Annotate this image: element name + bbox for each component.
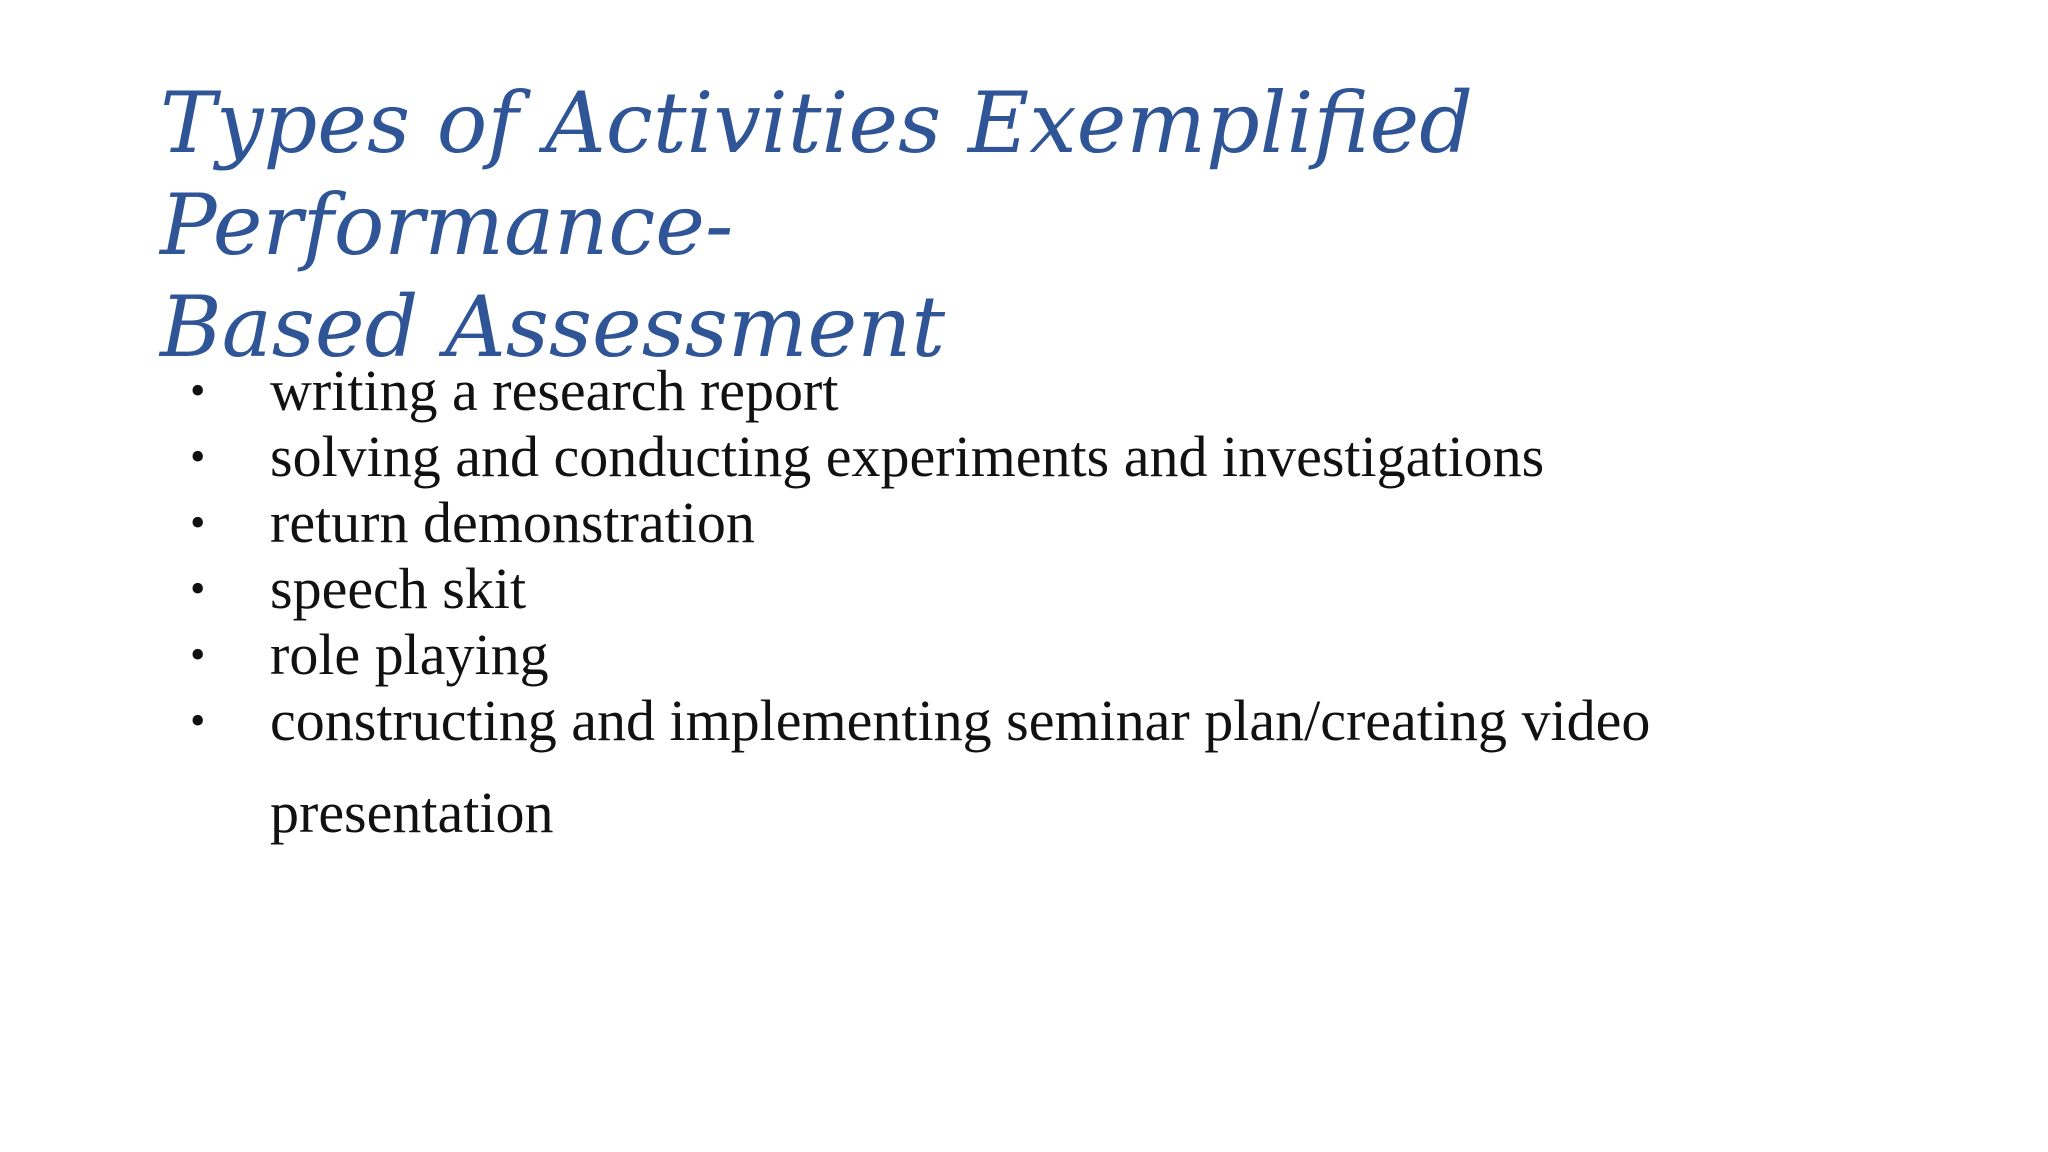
bullet-icon: • [190,696,206,745]
bullet-text: solving and conducting experiments and investigations [270,424,1545,489]
bullet-item-speech-skit [190,556,1910,622]
bullet-text: speech skit [270,556,527,621]
bullet-icon: • [190,498,206,547]
bullet-item-research-report [190,358,1910,424]
bullet-item-seminar-plan [190,688,1910,846]
bullet-item-return-demonstration [190,490,1910,556]
bullet-text-continuation: presentation [270,780,554,845]
bullet-text: role playing [270,622,549,687]
bullet-text-wrapped [270,688,1910,846]
slide-title-line-2: Based Assessment [160,278,946,376]
bullet-item-experiments [190,424,1910,490]
bullet-icon: • [190,366,206,415]
bullet-text: constructing and implementing seminar plan/creating video [270,688,1651,753]
bullet-text: return demonstration [270,490,755,555]
bullet-icon: • [190,564,206,613]
bullet-text: writing a research report [270,358,839,423]
bullet-icon: • [190,630,206,679]
bullet-item-role-playing [190,622,1910,688]
slide-title-line-1: Types of Activities Exemplified Performance- [160,74,1473,274]
bullet-icon: • [190,432,206,481]
bullet-list [190,358,1910,846]
slide-title [160,72,1920,378]
